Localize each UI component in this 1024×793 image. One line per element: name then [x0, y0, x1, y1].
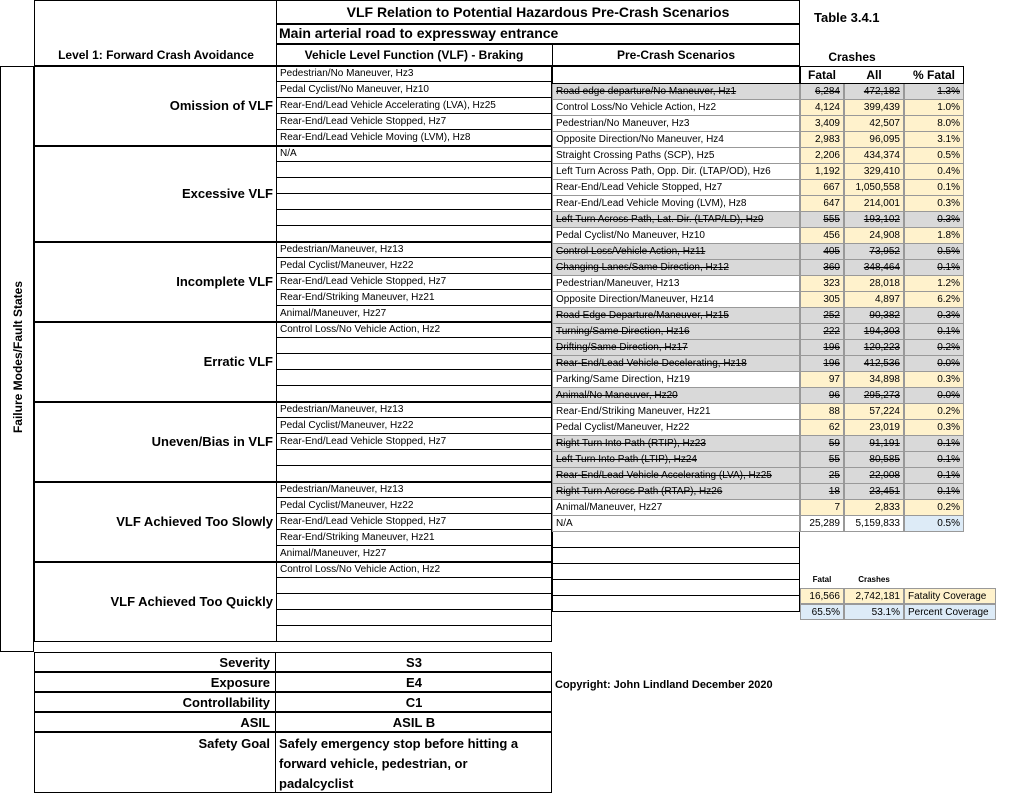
pct-fatal-value: 0.4%: [904, 164, 964, 180]
scenario-name: Animal/Maneuver, Hz27: [552, 500, 800, 516]
all-value: 295,273: [844, 388, 904, 404]
copyright-note: Copyright: John Lindland December 2020: [555, 679, 773, 691]
vlf-cell: [276, 626, 552, 642]
all-value: 434,374: [844, 148, 904, 164]
pct-fatal-column-header: % Fatal: [912, 68, 955, 82]
scenario-name: Pedestrian/No Maneuver, Hz3: [552, 116, 800, 132]
vlf-column-header: Vehicle Level Function (VLF) - Braking: [304, 48, 524, 62]
failure-modes-side-label: [0, 66, 34, 652]
vlf-cell: Pedal Cyclist/Maneuver, Hz22: [276, 418, 552, 434]
fatal-value: 7: [800, 500, 844, 516]
coverage-crashes-header: Crashes: [858, 575, 890, 584]
vlf-cell: Pedestrian/Maneuver, Hz13: [276, 482, 552, 498]
pct-fatal-value: 1.3%: [904, 84, 964, 100]
pct-fatal-value: 0.3%: [904, 372, 964, 388]
vlf-cell: [276, 466, 552, 482]
group-label: VLF Achieved Too Slowly: [116, 514, 273, 529]
vlf-cell: [276, 354, 552, 370]
fatal-value: 2,983: [800, 132, 844, 148]
scenario-name: Drifting/Same Direction, Hz17: [552, 340, 800, 356]
group-label: Omission of VLF: [169, 98, 273, 113]
severity-label: Severity: [219, 655, 270, 670]
all-value: 57,224: [844, 404, 904, 420]
vlf-cell: Control Loss/No Vehicle Action, Hz2: [276, 562, 552, 578]
group-label: Uneven/Bias in VLF: [151, 434, 273, 449]
all-value: 2,833: [844, 500, 904, 516]
scenario-blank: [552, 548, 800, 564]
fatal-value: 18: [800, 484, 844, 500]
vlf-cell: Rear-End/Lead Vehicle Accelerating (LVA), Hz25: [276, 98, 552, 114]
group-label: Excessive VLF: [181, 186, 273, 201]
fatal-value: 3,409: [800, 116, 844, 132]
pct-fatal-value: 0.2%: [904, 404, 964, 420]
safety-goal-line-2: forward vehicle, pedestrian, or: [279, 756, 468, 771]
fatal-value: 59: [800, 436, 844, 452]
scenario-name: Changing Lanes/Same Direction, Hz12: [552, 260, 800, 276]
all-value: 399,439: [844, 100, 904, 116]
scenario-name: Right Turn Into Path (RTIP), Hz23: [552, 436, 800, 452]
scenario-name: Pedal Cyclist/Maneuver, Hz22: [552, 420, 800, 436]
pct-fatal-value: 0.1%: [904, 180, 964, 196]
coverage-crashes-value: 2,742,181: [844, 588, 904, 604]
fatal-value: 196: [800, 340, 844, 356]
scenario-name: Pedestrian/Maneuver, Hz13: [552, 276, 800, 292]
fatal-value: 6,284: [800, 84, 844, 100]
fatal-value: 456: [800, 228, 844, 244]
vlf-cell: Pedal Cyclist/Maneuver, Hz22: [276, 498, 552, 514]
vlf-cell: Pedestrian/Maneuver, Hz13: [276, 242, 552, 258]
all-value: 1,050,558: [844, 180, 904, 196]
fatal-value: 360: [800, 260, 844, 276]
scenario-name: Left Turn Across Path, Lat. Dir. (LTAP/LD), Hz9: [552, 212, 800, 228]
pct-fatal-value: 0.1%: [904, 468, 964, 484]
all-value: 80,585: [844, 452, 904, 468]
pct-fatal-value: 0.1%: [904, 484, 964, 500]
fatal-value: 1,192: [800, 164, 844, 180]
all-value: 329,410: [844, 164, 904, 180]
fatal-value: 25: [800, 468, 844, 484]
scenario-name: Straight Crossing Paths (SCP), Hz5: [552, 148, 800, 164]
all-value: 96,095: [844, 132, 904, 148]
pct-fatal-value: 0.3%: [904, 196, 964, 212]
safety-goal-row: [34, 732, 552, 793]
scenario-name: N/A: [552, 516, 800, 532]
all-value: 34,898: [844, 372, 904, 388]
scenario-name: Pedal Cyclist/No Maneuver, Hz10: [552, 228, 800, 244]
pct-fatal-value: 0.1%: [904, 260, 964, 276]
level-label: Level 1: Forward Crash Avoidance: [58, 48, 254, 62]
all-value: 4,897: [844, 292, 904, 308]
coverage-fatal-header: Fatal: [812, 575, 832, 584]
pct-fatal-value: 1.2%: [904, 276, 964, 292]
table-number: Table 3.4.1: [814, 10, 880, 25]
severity-row: [34, 652, 552, 672]
vlf-cell: Pedal Cyclist/Maneuver, Hz22: [276, 258, 552, 274]
failure-modes-text: Failure Modes/Fault States: [11, 280, 25, 434]
all-value: 23,451: [844, 484, 904, 500]
controllability-label: Controllability: [182, 695, 270, 710]
all-value: 91,191: [844, 436, 904, 452]
all-value: 120,223: [844, 340, 904, 356]
vlf-cell: [276, 594, 552, 610]
vlf-cell: N/A: [276, 146, 552, 162]
all-value: 90,382: [844, 308, 904, 324]
pct-fatal-value: 0.5%: [904, 148, 964, 164]
vlf-cell: Rear-End/Striking Maneuver, Hz21: [276, 290, 552, 306]
pct-fatal-value: 8.0%: [904, 116, 964, 132]
fatal-value: 4,124: [800, 100, 844, 116]
asil-row: [34, 712, 552, 732]
pct-fatal-value: 0.5%: [904, 244, 964, 260]
scenario-name: Control Loss/No Vehicle Action, Hz2: [552, 100, 800, 116]
scenario-name: Left Turn Across Path, Opp. Dir. (LTAP/OD), Hz6: [552, 164, 800, 180]
fatal-value: 305: [800, 292, 844, 308]
pct-fatal-value: 0.0%: [904, 356, 964, 372]
fatal-value: 405: [800, 244, 844, 260]
scenario-name: Rear-End/Striking Maneuver, Hz21: [552, 404, 800, 420]
crash-header-frame: [800, 66, 964, 84]
pct-fatal-value: 0.3%: [904, 308, 964, 324]
scenario-blank: [552, 564, 800, 580]
vlf-cell: [276, 386, 552, 402]
all-value: 73,952: [844, 244, 904, 260]
scenario-blank: [552, 580, 800, 596]
fatal-value: 323: [800, 276, 844, 292]
controllability-row: [34, 692, 552, 712]
fatal-value: 2,206: [800, 148, 844, 164]
scenario-blank-top: [552, 66, 800, 84]
scenario-name: Opposite Direction/No Maneuver, Hz4: [552, 132, 800, 148]
all-value: 5,159,833: [844, 516, 904, 532]
scenario-name: Control Loss/Vehicle Action, Hz11: [552, 244, 800, 260]
asil-label: ASIL: [240, 715, 270, 730]
fatal-column-header: Fatal: [807, 68, 836, 82]
fatal-value: 222: [800, 324, 844, 340]
vlf-cell: Pedestrian/Maneuver, Hz13: [276, 402, 552, 418]
scenario-header-frame: [552, 44, 800, 66]
scenario-subtitle: Main arterial road to expressway entrance: [279, 25, 559, 41]
vlf-cell: [276, 578, 552, 594]
vlf-cell: Control Loss/No Vehicle Action, Hz2: [276, 322, 552, 338]
pct-fatal-value: 0.3%: [904, 420, 964, 436]
pct-fatal-value: 1.0%: [904, 100, 964, 116]
all-value: 472,182: [844, 84, 904, 100]
vlf-cell: Rear-End/Lead Vehicle Stopped, Hz7: [276, 274, 552, 290]
vlf-cell: Rear-End/Lead Vehicle Moving (LVM), Hz8: [276, 130, 552, 146]
safety-goal-label: Safety Goal: [198, 736, 270, 751]
scenario-name: Parking/Same Direction, Hz19: [552, 372, 800, 388]
all-value: 42,507: [844, 116, 904, 132]
subtitle-frame: [276, 24, 800, 44]
vlf-cell: Rear-End/Lead Vehicle Stopped, Hz7: [276, 514, 552, 530]
vlf-cell: Rear-End/Lead Vehicle Stopped, Hz7: [276, 434, 552, 450]
vlf-cell: [276, 338, 552, 354]
severity-value: S3: [406, 655, 422, 670]
scenario-name: Animal/No Maneuver, Hz20: [552, 388, 800, 404]
group-label: Incomplete VLF: [176, 274, 273, 289]
fatal-value: 647: [800, 196, 844, 212]
scenario-name: Rear-End/Lead Vehicle Accelerating (LVA), Hz25: [552, 468, 800, 484]
coverage-fatal-value: 16,566: [800, 588, 844, 604]
vlf-cell: Pedal Cyclist/No Maneuver, Hz10: [276, 82, 552, 98]
vlf-cell: [276, 370, 552, 386]
exposure-value: E4: [406, 675, 422, 690]
all-value: 194,303: [844, 324, 904, 340]
pct-fatal-value: 0.2%: [904, 500, 964, 516]
pct-fatal-value: 1.8%: [904, 228, 964, 244]
scenario-name: Turning/Same Direction, Hz16: [552, 324, 800, 340]
group-label: VLF Achieved Too Quickly: [110, 594, 273, 609]
vlf-cell: [276, 210, 552, 226]
all-value: 348,464: [844, 260, 904, 276]
all-value: 28,018: [844, 276, 904, 292]
pct-fatal-value: 0.1%: [904, 324, 964, 340]
all-column-header: All: [866, 68, 882, 82]
fatal-value: 96: [800, 388, 844, 404]
all-value: 23,019: [844, 420, 904, 436]
vlf-cell: [276, 610, 552, 626]
pct-fatal-value: 0.2%: [904, 340, 964, 356]
vlf-cell: [276, 178, 552, 194]
coverage-crashes-pct: 53.1%: [844, 604, 904, 620]
fatal-value: 196: [800, 356, 844, 372]
fatal-value: 252: [800, 308, 844, 324]
vlf-cell: [276, 226, 552, 242]
scenario-name: Road edge departure/No Maneuver, Hz1: [552, 84, 800, 100]
all-value: 193,102: [844, 212, 904, 228]
pct-fatal-value: 0.3%: [904, 212, 964, 228]
all-value: 214,001: [844, 196, 904, 212]
safety-goal-line-1: Safely emergency stop before hitting a: [279, 736, 519, 751]
scenario-name: Left Turn Into Path (LTIP), Hz24: [552, 452, 800, 468]
exposure-label: Exposure: [210, 675, 270, 690]
pct-fatal-value: 0.5%: [904, 516, 964, 532]
scenario-blank: [552, 532, 800, 548]
vlf-cell: Animal/Maneuver, Hz27: [276, 306, 552, 322]
fatal-value: 667: [800, 180, 844, 196]
crashes-header: Crashes: [828, 50, 876, 64]
scenario-blank: [552, 596, 800, 612]
table-title: VLF Relation to Potential Hazardous Pre-Crash Scenarios: [346, 4, 730, 20]
vlf-cell: [276, 162, 552, 178]
scenario-name: Rear-End/Lead Vehicle Decelerating, Hz18: [552, 356, 800, 372]
controllability-value: C1: [405, 695, 423, 710]
group-label: Erratic VLF: [203, 354, 273, 369]
vlf-cell: [276, 194, 552, 210]
vlf-cell: [276, 450, 552, 466]
fatal-value: 25,289: [800, 516, 844, 532]
vlf-cell: Animal/Maneuver, Hz27: [276, 546, 552, 562]
scenario-column-header: Pre-Crash Scenarios: [616, 48, 736, 62]
pct-fatal-value: 0.1%: [904, 436, 964, 452]
all-value: 22,008: [844, 468, 904, 484]
vlf-cell: Rear-End/Lead Vehicle Stopped, Hz7: [276, 114, 552, 130]
exposure-row: [34, 672, 552, 692]
rating-divider: [275, 652, 276, 793]
title-frame: [276, 0, 800, 24]
scenario-name: Rear-End/Lead Vehicle Moving (LVM), Hz8: [552, 196, 800, 212]
vlf-cell: Pedestrian/No Maneuver, Hz3: [276, 66, 552, 82]
fatal-value: 97: [800, 372, 844, 388]
coverage-fatal-pct: 65.5%: [800, 604, 844, 620]
asil-value: ASIL B: [392, 715, 436, 730]
fatality-coverage-label: Fatality Coverage: [904, 588, 996, 604]
pct-fatal-value: 6.2%: [904, 292, 964, 308]
vlf-cell: Rear-End/Striking Maneuver, Hz21: [276, 530, 552, 546]
fatal-value: 62: [800, 420, 844, 436]
scenario-name: Rear-End/Lead Vehicle Stopped, Hz7: [552, 180, 800, 196]
percent-coverage-label: Percent Coverage: [904, 604, 996, 620]
pct-fatal-value: 0.0%: [904, 388, 964, 404]
pct-fatal-value: 3.1%: [904, 132, 964, 148]
pct-fatal-value: 0.1%: [904, 452, 964, 468]
safety-goal-line-3: padalcyclist: [279, 776, 354, 791]
fatal-value: 55: [800, 452, 844, 468]
scenario-name: Road Edge Departure/Maneuver, Hz15: [552, 308, 800, 324]
scenario-name: Opposite Direction/Maneuver, Hz14: [552, 292, 800, 308]
scenario-name: Right Turn Across Path (RTAP), Hz26: [552, 484, 800, 500]
all-value: 24,908: [844, 228, 904, 244]
fatal-value: 88: [800, 404, 844, 420]
all-value: 412,536: [844, 356, 904, 372]
fatal-value: 555: [800, 212, 844, 228]
